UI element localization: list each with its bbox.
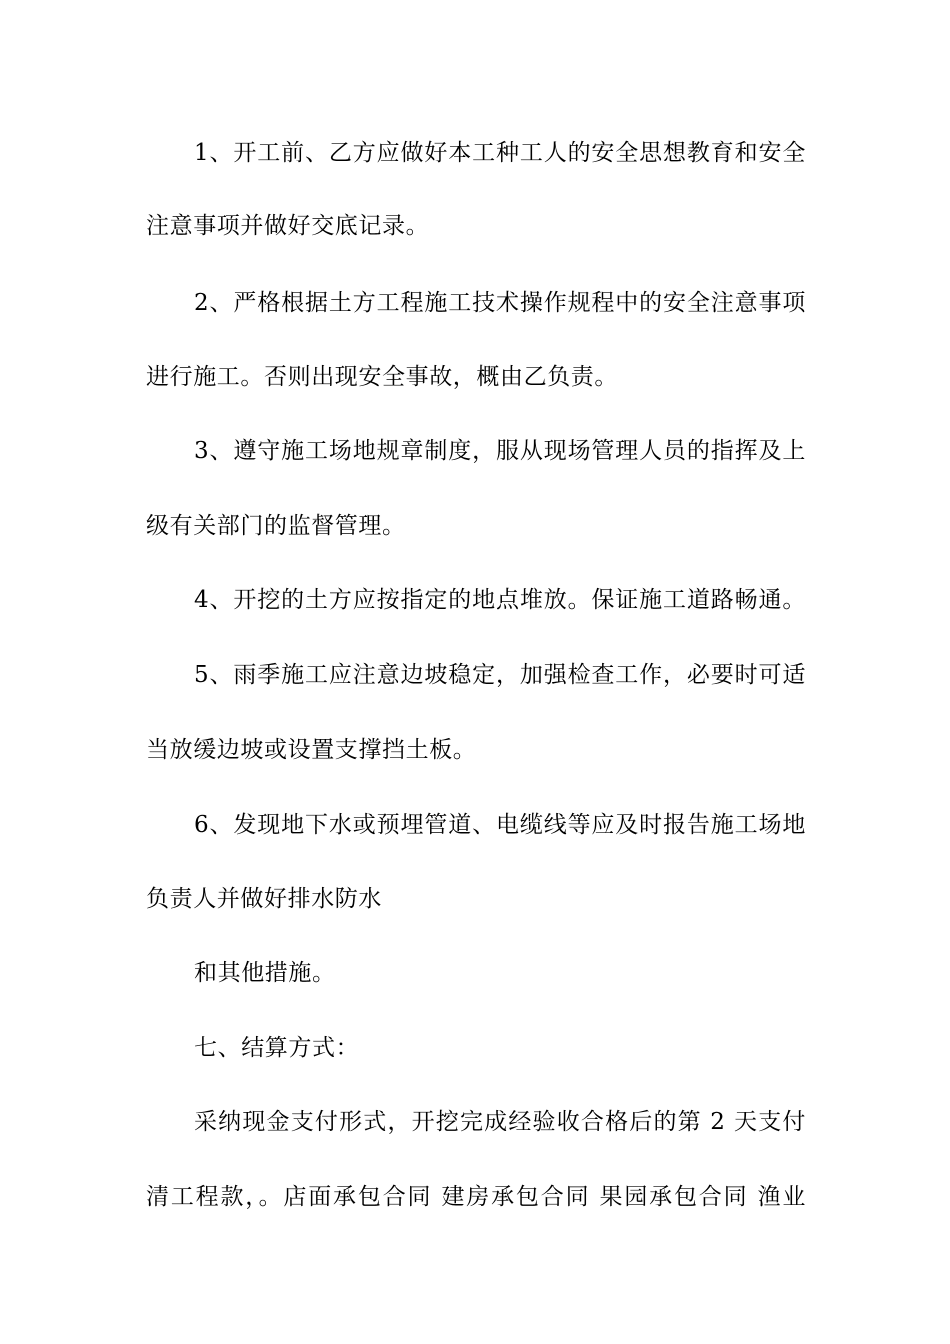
paragraph-6-line-2: 负责人并做好排水防水 [146, 886, 382, 912]
paragraph-3-line-2: 级有关部门的监督管理。 [146, 513, 406, 539]
paragraph-4-line-1: 4、开挖的土方应按指定的地点堆放。保证施工道路畅通。 [194, 587, 806, 613]
paragraph-2-line-2: 进行施工。否则出现安全事故，概由乙负责。 [146, 364, 618, 390]
paragraph-3-line-1: 3、遵守施工场地规章制度，服从现场管理人员的指挥及上 [194, 438, 806, 464]
paragraph-7-line-1: 采纳现金支付形式，开挖完成经验收合格后的第 2 天支付 [194, 1109, 806, 1135]
paragraph-2-line-1: 2、严格根据土方工程施工技术操作规程中的安全注意事项 [194, 290, 806, 316]
paragraph-7-line-2: 清工程款，。店面承包合同 建房承包合同 果园承包合同 渔业 [146, 1184, 806, 1210]
paragraph-6-line-3: 和其他措施。 [194, 960, 336, 986]
section-heading-settlement: 七、结算方式： [194, 1035, 360, 1061]
paragraph-1-line-1: 1、开工前、乙方应做好本工种工人的安全思想教育和安全 [194, 140, 806, 166]
paragraph-5-line-2: 当放缓边坡或设置支撑挡土板。 [146, 737, 477, 763]
paragraph-5-line-1: 5、雨季施工应注意边坡稳定，加强检查工作，必要时可适 [194, 662, 806, 688]
paragraph-6-line-1: 6、发现地下水或预埋管道、电缆线等应及时报告施工场地 [194, 812, 806, 838]
paragraph-1-line-2: 注意事项并做好交底记录。 [146, 213, 430, 239]
